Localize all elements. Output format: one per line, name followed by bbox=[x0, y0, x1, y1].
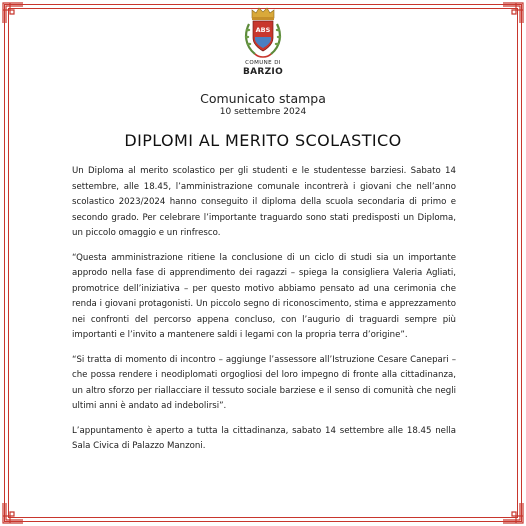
corner-ornament-bottom-right bbox=[502, 502, 524, 524]
press-release-kicker: Comunicato stampa bbox=[200, 91, 326, 106]
corner-ornament-bottom-left bbox=[2, 502, 24, 524]
paragraph-closing: L’appuntamento è aperto a tutta la cittadinanza, sabato 14 settembre alle 18.45 nella Sala Civica di Palazzo Manzoni. bbox=[72, 425, 456, 451]
paragraph-quote-canepari: “Si tratta di momento di incontro – aggiunge l’assessore all’Istruzione Cesare Canepari – che possa rendere i neodiplomati orgogliosi del loro impegno di fronte alla cittadinanza, un altro sforzo per riallacciare il tessuto sociale barziese e il senso di comunità che negli ultimi anni è andato ad indebolirsi”. bbox=[72, 354, 456, 411]
release-date: 10 settembre 2024 bbox=[219, 107, 307, 117]
municipality-name: BARZIO bbox=[242, 67, 284, 77]
corner-ornament-top-right bbox=[502, 2, 524, 24]
paragraph-quote-agliati: “Questa amministrazione ritiene la conclusione di un ciclo di studi sia un importante approdo nella fase di apprendimento dei ragazzi – spiega la consigliera Valeria Agliati, promotrice dell’iniziativa – per questo motivo abbiamo pensato ad una cerimonia che renda i giovani protagonisti. Un piccolo segno di riconoscimento, stima e apprezzamento nei confronti del percorso appena concluso, con l’augurio di traguardi sempre più importanti e l’invito a mantenere saldi i legami con la propria terra d’origine”. bbox=[72, 252, 456, 340]
crest-shield-label: ABS bbox=[255, 26, 271, 34]
page-title: DIPLOMI AL MERITO SCOLASTICO bbox=[124, 131, 402, 150]
corner-ornament-top-left bbox=[2, 2, 24, 24]
paragraph-intro: Un Diploma al merito scolastico per gli studenti e le studentesse barziesi. Sabato 14 settembre, alle 18.45, l’amministrazione comunale incontrerà i giovani che nell’anno scolastico 2023/2024 hanno conseguito il diploma della scuola secondaria di primo e secondo grado. Per celebrare l’importante traguardo sono stati predisposti un Diploma, un piccolo omaggio e un rinfresco. bbox=[72, 166, 456, 238]
municipality-label: COMUNE DI bbox=[245, 60, 281, 66]
press-release-body bbox=[72, 164, 456, 464]
